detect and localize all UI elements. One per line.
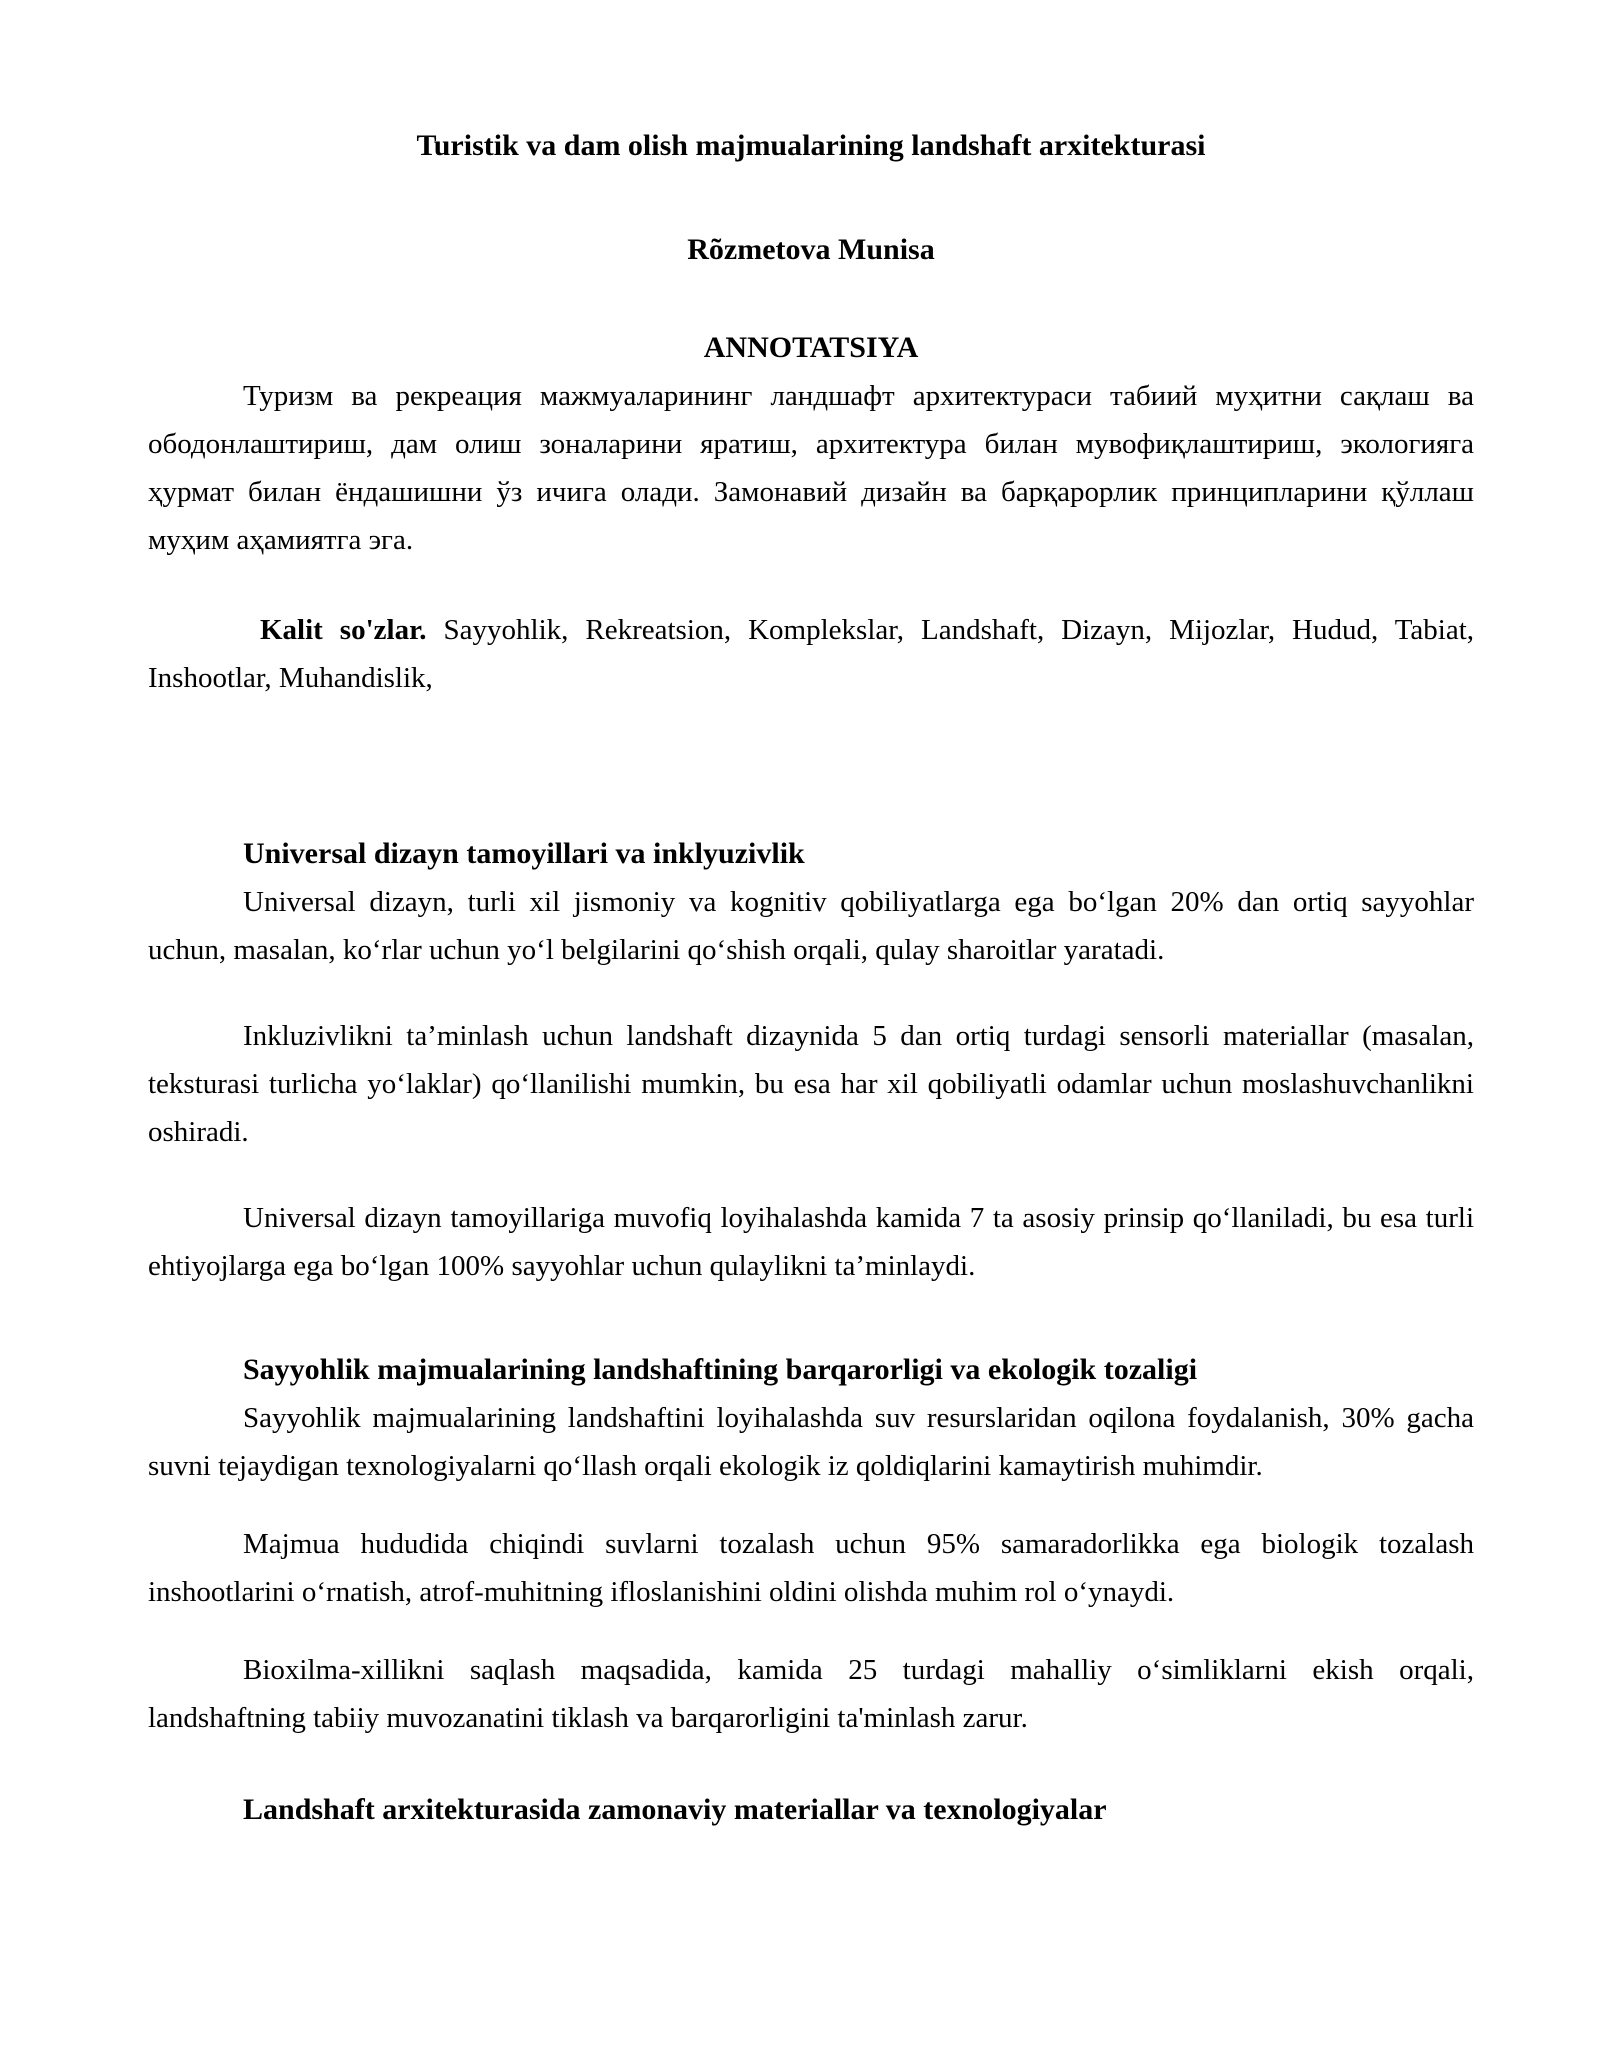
section-heading-sustainability: Sayyohlik majmualarining landshaftining barqarorligi va ekologik tozaligi (243, 1353, 1198, 1386)
keywords-paragraph (148, 606, 1474, 702)
keywords-list: Sayyohlik, Rekreatsion, Komplekslar, Landshaft, Dizayn, Mijozlar, Hudud, Tabiat, Inshootlar, Muhandislik, (148, 614, 1475, 694)
section1-paragraph-1: Universal dizayn, turli xil jismoniy va kognitiv qobiliyatlarga ega bo‘lgan 20% dan ortiq sayyohlar uchun, masalan, ko‘rlar uchun yo‘l belgilarini qo‘shish orqali, qulay sharoitlar yaratadi. (148, 886, 1474, 966)
section1-paragraph-3: Universal dizayn tamoyillariga muvofiq loyihalashda kamida 7 ta asosiy prinsip qo‘llaniladi, bu esa turli ehtiyojlarga ega bo‘lgan 100% sayyohlar uchun qulaylikni ta’minlaydi. (148, 1202, 1474, 1282)
document-title: Turistik va dam olish majmualarining landshaft arxitekturasi (416, 129, 1206, 162)
author-name: Rõzmetova Munisa (687, 233, 935, 266)
section1-paragraph-2: Inkluzivlikni ta’minlash uchun landshaft dizaynida 5 dan ortiq turdagi sensorli materiallar (masalan, teksturasi turlicha yo‘laklar) qo‘llanilishi mumkin, bu esa har xil qobiliyatli odamlar uchun moslashuvchanlikni oshiradi. (148, 1020, 1474, 1148)
keywords-label: Kalit so'zlar. (260, 614, 427, 646)
annotation-heading: ANNOTATSIYA (703, 331, 919, 364)
annotation-paragraph: Туризм ва рекреация мажмуаларининг ландшафт архитектураси табиий муҳитни сақлаш ва ободонлаштириш, дам олиш зоналарини яратиш, архитектура билан мувофиқлаштириш, экологияга ҳурмат билан ёндашишни ўз ичига олади. Замонавий дизайн ва барқарорлик принципларини қўллаш муҳим аҳамиятга эга. (148, 380, 1474, 556)
section2-paragraph-2: Majmua hududida chiqindi suvlarni tozalash uchun 95% samaradorlikka ega biologik tozalash inshootlarini o‘rnatish, atrof-muhitning ifloslanishini oldini olishda muhim rol o‘ynaydi. (148, 1528, 1474, 1608)
section-heading-universal-design: Universal dizayn tamoyillari va inklyuzivlik (243, 837, 805, 870)
section-heading-modern-materials: Landshaft arxitekturasida zamonaviy materiallar va texnologiyalar (243, 1793, 1107, 1826)
section2-paragraph-3: Bioxilma-xillikni saqlash maqsadida, kamida 25 turdagi mahalliy o‘simliklarni ekish orqali, landshaftning tabiiy muvozanatini tiklash va barqarorligini ta'minlash zarur. (148, 1654, 1474, 1734)
section2-paragraph-1: Sayyohlik majmualarining landshaftini loyihalashda suv resurslaridan oqilona foydalanish, 30% gacha suvni tejaydigan texnologiyalarni qo‘llash orqali ekologik iz qoldiqlarini kamaytirish muhimdir. (148, 1402, 1474, 1482)
